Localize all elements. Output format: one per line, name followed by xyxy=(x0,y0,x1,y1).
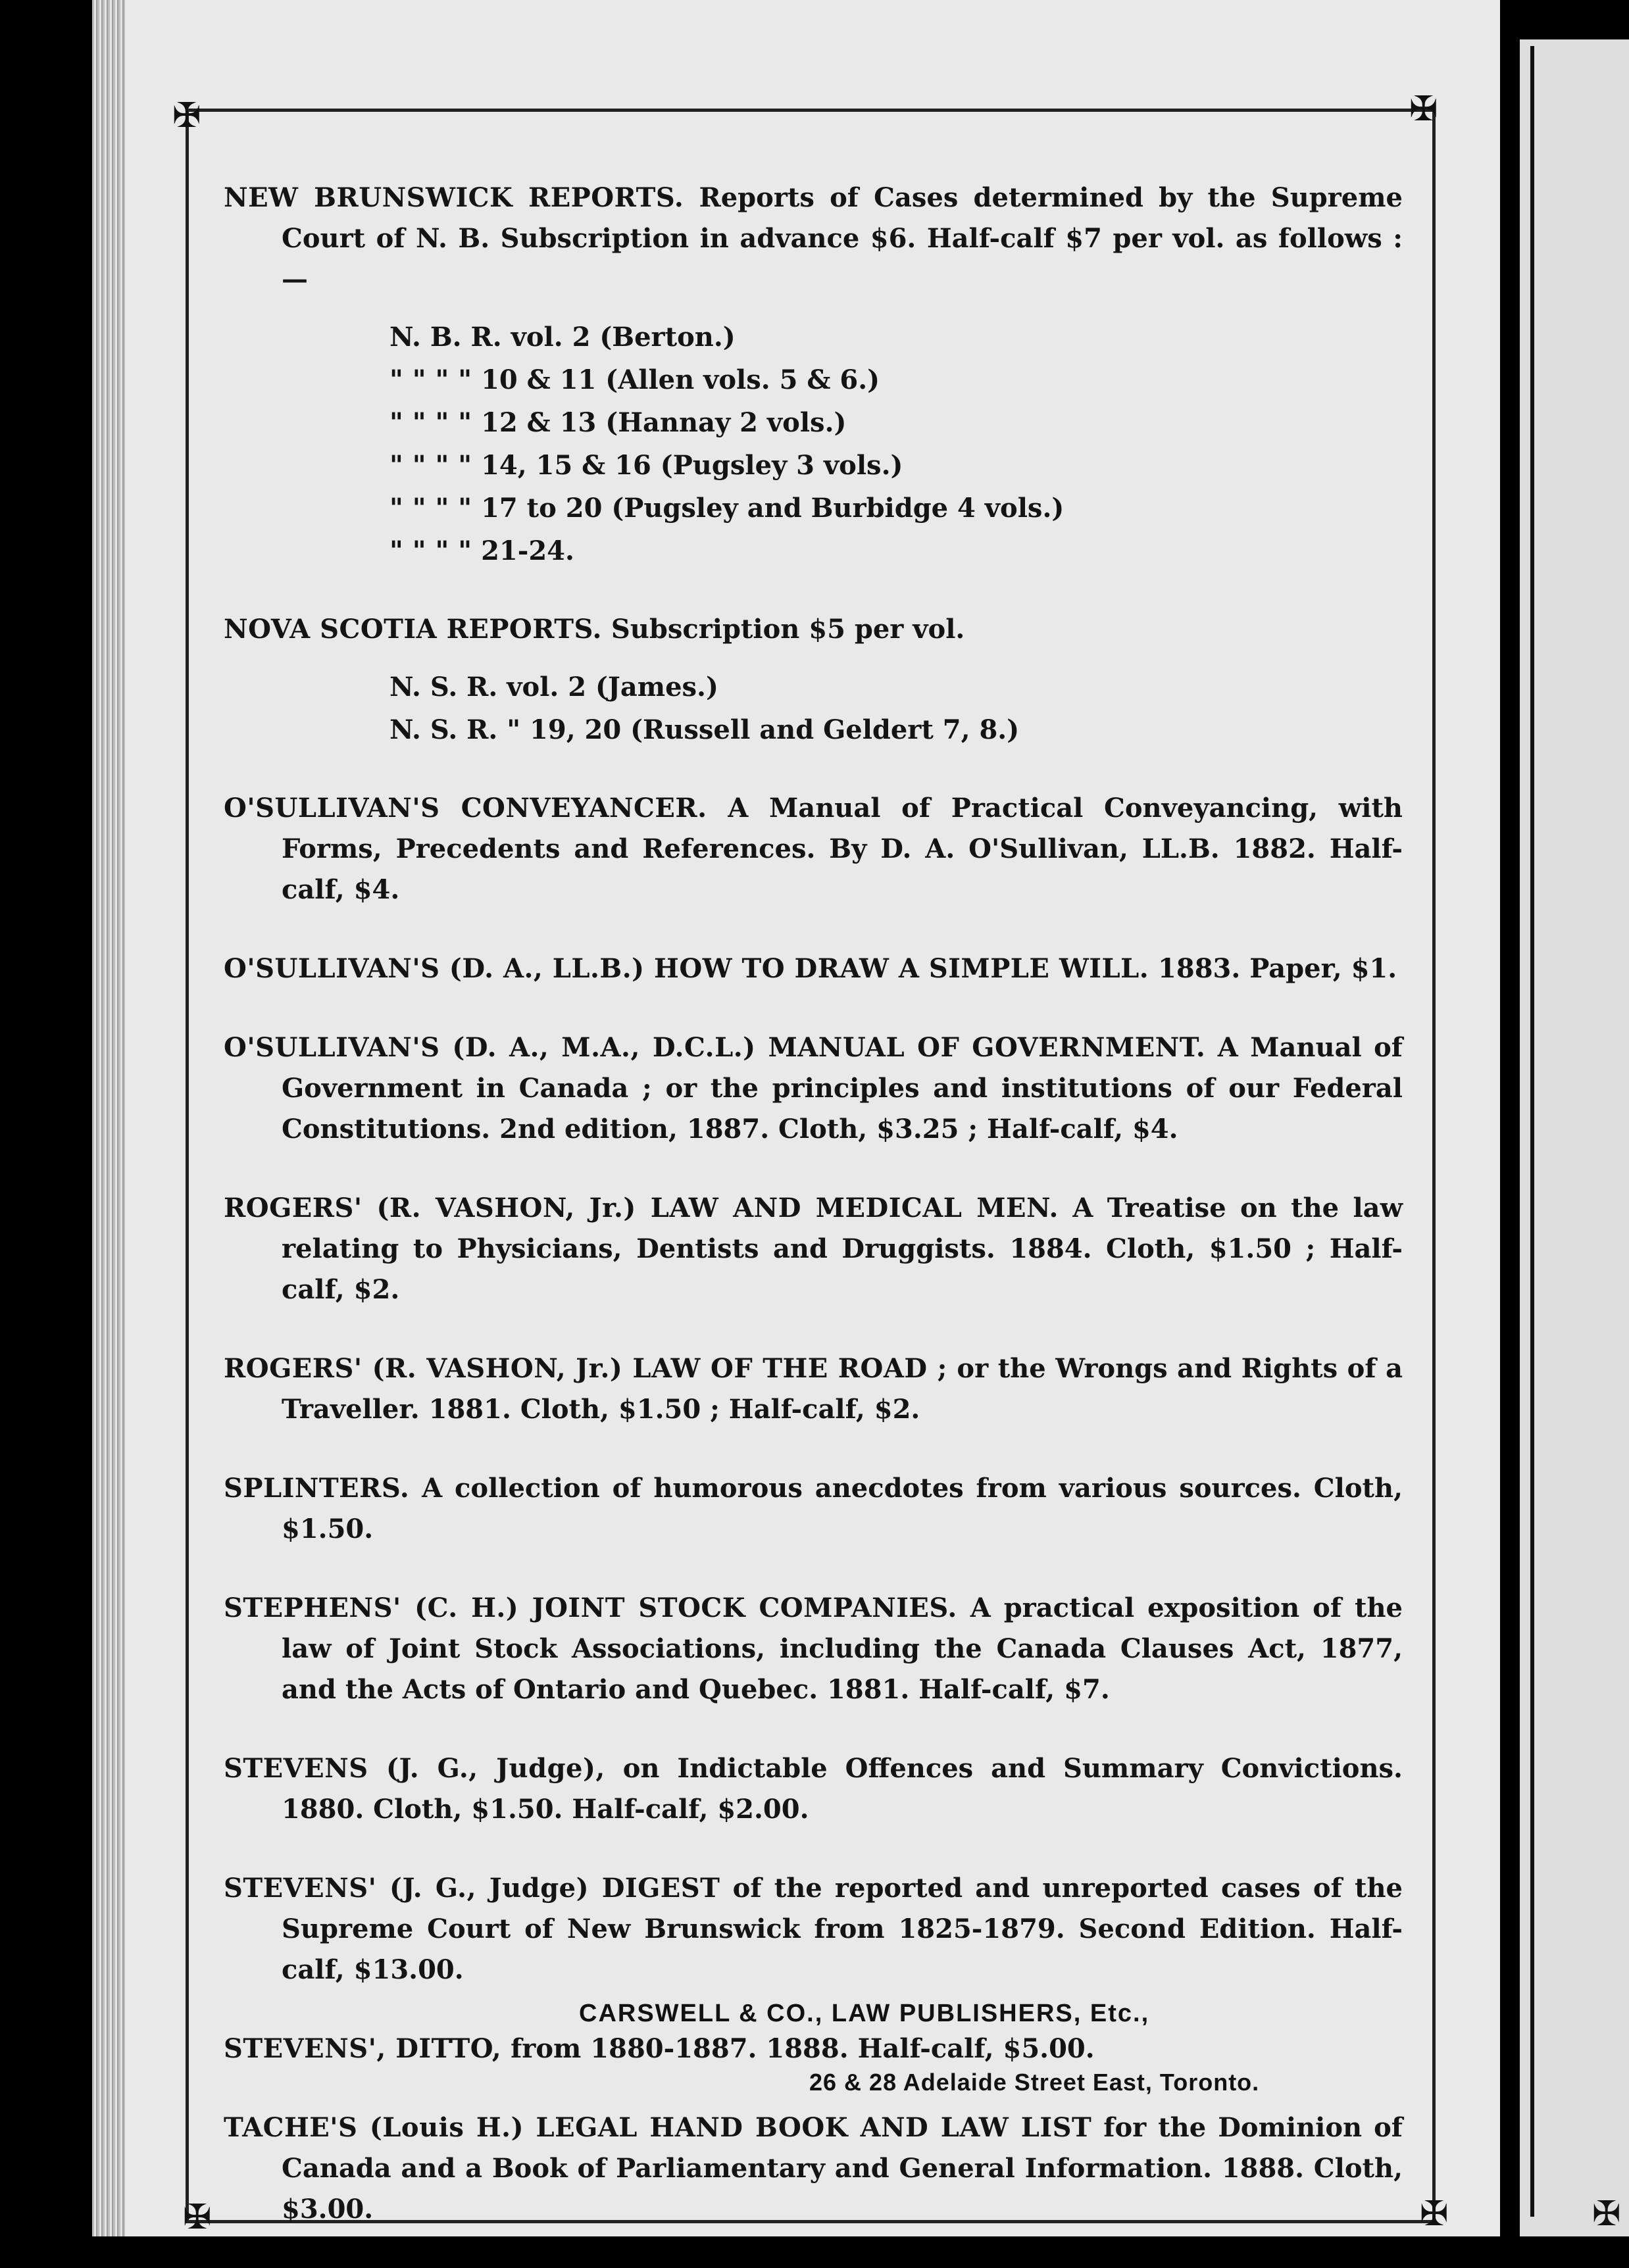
entry-title: SPLINTERS. xyxy=(224,1473,410,1504)
entry-description: A practical exposition of the law of Joint Stock Associations, including the Canada Clauses Act, 1877, and the Acts of Ontario and Quebec. 1881. Half-calf, $7. xyxy=(282,1592,1403,1705)
corner-ornament-icon: ✠ xyxy=(1592,2194,1621,2234)
entry-title: STEVENS (J. G., Judge), xyxy=(224,1753,605,1784)
advertisement-listing xyxy=(224,178,1403,2268)
entry-description: from 1880-1887. 1888. Half-calf, $5.00. xyxy=(501,2033,1095,2064)
volume-item: N. S. R. " 19, 20 (Russell and Geldert 7, 8.) xyxy=(389,714,1020,745)
volume-item: N. S. R. vol. 2 (James.) xyxy=(389,672,718,703)
listing-entry xyxy=(224,1868,1403,1990)
entry-title: O'SULLIVAN'S CONVEYANCER. xyxy=(224,793,707,824)
entry-description: Reports of Cases determined by the Supreme Court of N. B. Subscription in advance $6. Half-calf $7 per vol. as follows :— xyxy=(282,182,1403,295)
facing-page-border xyxy=(1530,46,1534,2217)
corner-ornament-icon: ✠ xyxy=(1409,89,1438,129)
volume-item: " " " " 17 to 20 (Pugsley and Burbidge 4 vols.) xyxy=(389,493,1065,524)
entry-title: O'SULLIVAN'S (D. A., LL.B.) HOW TO DRAW A SIMPLE WILL. xyxy=(224,953,1149,984)
listing-entry xyxy=(224,1027,1403,1150)
listing-entry xyxy=(224,1188,1403,1310)
corner-ornament-icon: ✠ xyxy=(1420,2194,1449,2234)
entry-title: TACHE'S (Louis H.) LEGAL HAND BOOK AND LAW LIST xyxy=(224,2112,1092,2143)
entry-description: of the reported and unreported cases of the Supreme Court of New Brunswick from 1825-1879. Second Edition. Half-calf, $13.00. xyxy=(282,1873,1403,1985)
entry-title: ROGERS' (R. VASHON, Jr.) LAW OF THE ROAD ; xyxy=(224,1353,947,1384)
volume-list xyxy=(389,666,1403,751)
entry-title: NOVA SCOTIA REPORTS. xyxy=(224,614,602,645)
entry-title: STEPHENS' (C. H.) JOINT STOCK COMPANIES. xyxy=(224,1592,957,1623)
listing-entry xyxy=(224,609,1403,650)
volume-item: " " " " 10 & 11 (Allen vols. 5 & 6.) xyxy=(389,364,880,395)
listing-entry xyxy=(224,178,1403,300)
listing-entry xyxy=(224,1468,1403,1550)
entry-title: O'SULLIVAN'S (D. A., M.A., D.C.L.) MANUAL OF GOVERNMENT. xyxy=(224,1032,1206,1063)
entry-description: A Treatise on the law relating to Physicians, Dentists and Druggists. 1884. Cloth, $1.50 ; Half-calf, $2. xyxy=(282,1193,1403,1305)
listing-entry xyxy=(224,1588,1403,1710)
entry-description: A collection of humorous anecdotes from various sources. Cloth, $1.50. xyxy=(282,1473,1403,1544)
volume-list xyxy=(389,316,1403,572)
facing-page xyxy=(1520,39,1629,2236)
entry-description: or the Wrongs and Rights of a Traveller. 1881. Cloth, $1.50 ; Half-calf, $2. xyxy=(282,1353,1403,1425)
entry-description: Subscription $5 per vol. xyxy=(601,614,965,645)
listing-entry xyxy=(224,2029,1403,2069)
volume-item: " " " " 12 & 13 (Hannay 2 vols.) xyxy=(389,407,847,438)
publisher-address: 26 & 28 Adelaide Street East, Toronto. xyxy=(809,2069,1260,2096)
publisher-name: CARSWELL & CO., LAW PUBLISHERS, Etc., xyxy=(579,2000,1150,2027)
volume-item: " " " " 14, 15 & 16 (Pugsley 3 vols.) xyxy=(389,450,903,481)
entry-description: 1883. Paper, $1. xyxy=(1149,953,1397,984)
entry-title: NEW BRUNSWICK REPORTS. xyxy=(224,182,684,213)
entry-description: A Manual of Practical Conveyancing, with Forms, Precedents and References. By D. A. O'Sullivan, LL.B. 1882. Half-calf, $4. xyxy=(282,793,1403,905)
volume-item: N. B. R. vol. 2 (Berton.) xyxy=(389,322,736,353)
corner-ornament-icon: ✠ xyxy=(183,2198,212,2237)
listing-entry xyxy=(224,2108,1403,2230)
listing-entry xyxy=(224,1748,1403,1830)
corner-ornament-icon: ✠ xyxy=(172,96,201,136)
entry-title: STEVENS' (J. G., Judge) DIGEST xyxy=(224,1873,720,1904)
entry-description: for the Dominion of Canada and a Book of Parliamentary and General Information. 1888. Cloth, $3.00. xyxy=(282,2112,1403,2225)
entry-description: A Manual of Government in Canada ; or the principles and institutions of our Federal Constitutions. 2nd edition, 1887. Cloth, $3.25 ; Half-calf, $4. xyxy=(282,1032,1403,1145)
volume-item: " " " " 21-24. xyxy=(389,535,574,566)
entry-title: ROGERS' (R. VASHON, Jr.) LAW AND MEDICAL MEN. xyxy=(224,1193,1059,1223)
listing-entry xyxy=(224,949,1403,989)
listing-entry xyxy=(224,788,1403,910)
entry-description: on Indictable Offences and Summary Convictions. 1880. Cloth, $1.50. Half-calf, $2.00. xyxy=(282,1753,1403,1825)
listing-entry xyxy=(224,1348,1403,1430)
entry-title: STEVENS', DITTO, xyxy=(224,2033,502,2064)
